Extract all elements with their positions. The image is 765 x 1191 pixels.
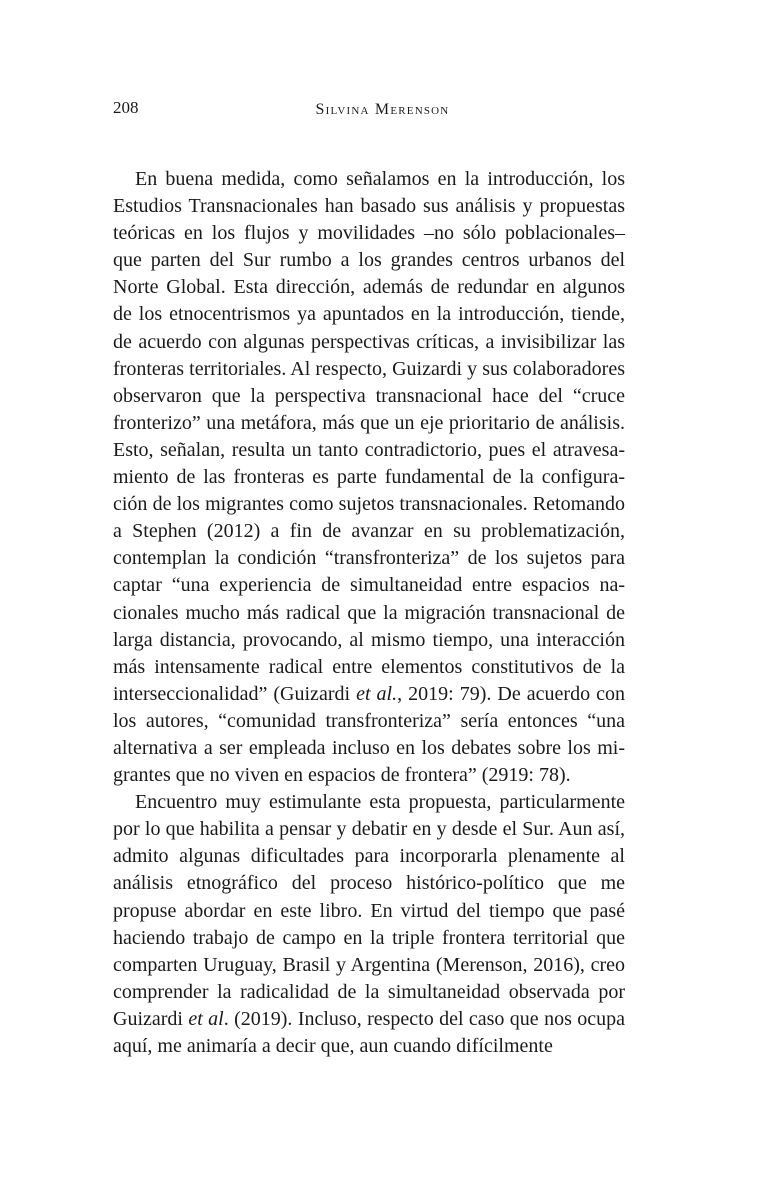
page-number: 208	[113, 98, 139, 117]
body-text	[113, 166, 625, 1060]
paragraph	[113, 789, 625, 1060]
text-segment: , 2019: 79). De acuerdo con los autores, “comunidad transfronteriza” sería entonces “una alternativa a ser empleada incluso en los debates sobre los migrantes que no viven en espacios de frontera” (2919: 78).	[113, 682, 625, 787]
citation-italic: et al	[188, 1007, 224, 1030]
text-segment: . (2019). Incluso, respecto del caso que nos ocupa aquí, me animaría a decir que, aun cuando difícilmente	[113, 1007, 625, 1057]
text-segment: En buena medida, como señalamos en la introducción, los Estudios Transnacionales han basado sus análisis y propuestas teóricas en los flujos y movilidades –no sólo poblacionales– que parten del Sur rumbo a los grandes centros urbanos del Norte Global. Esta dirección, además de redundar en algunos de los etnocentrismos ya apuntados en la introducción, tiende, de acuerdo con algunas perspectivas críticas, a invisibilizar las fronteras territoriales. Al respecto, Guizardi y sus colaboradores observaron que la perspectiva transnacional hace del “cruce fronterizo” una metáfora, más que un eje prioritario de análisis. Esto, señalan, resulta un tanto contradictorio, pues el atravesamiento de las fronteras es parte fundamental de la configuración de los migrantes como sujetos transnacionales. Retomando a Stephen (2012) a fin de avanzar en su problematización, contemplan la condición “transfronteriza” de los sujetos para captar “una experiencia de simultaneidad entre espacios nacionales mucho más radical que la migración transnacional de larga distancia, provocando, al mismo tiempo, una interacción más intensamente radical entre elementos constitutivos de la interseccionalidad” (Guizardi	[113, 168, 625, 705]
paragraph	[113, 166, 625, 789]
citation-italic: et al.	[356, 682, 398, 705]
text-segment: Encuentro muy estimulante esta propuesta, particularmente por lo que habilita a pensar y debatir en y desde el Sur. Aun así, admito algunas dificultades para incorporarla plenamente al análisis etnográfico del proceso histórico-político que me propuse abordar en este libro. En virtud del tiempo que pasé haciendo trabajo de campo en la triple frontera territorial que comparten Uruguay, Brasil y Argentina (Merenson, 2016), creo comprender la radicalidad de la simultaneidad observada por Guizardi	[113, 791, 625, 1030]
running-head: Silvina Merenson	[315, 101, 450, 118]
